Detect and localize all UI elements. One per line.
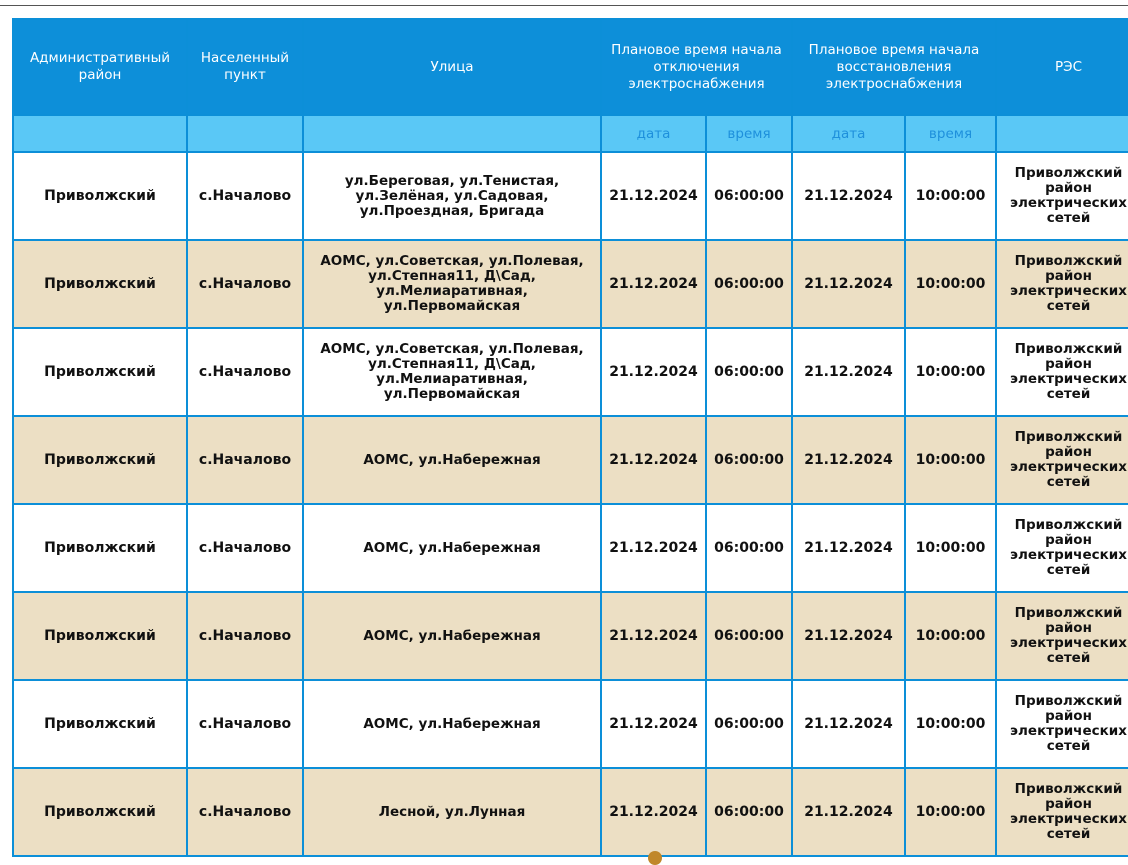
cell-restore-time: 10:00:00 [905,328,996,416]
table-row [13,768,1128,856]
cell-res: Приволжский район электрических сетей [996,504,1128,592]
cell-res: Приволжский район электрических сетей [996,152,1128,240]
header-res: РЭС [996,19,1128,115]
cell-street: ул.Береговая, ул.Тенистая, ул.Зелёная, ул.Садовая, ул.Проездная, Бригада [303,152,601,240]
cell-restore-date: 21.12.2024 [792,768,905,856]
subheader-date-outage: дата [601,115,706,152]
table-row [13,680,1128,768]
table-row [13,416,1128,504]
subheader-row [13,115,1128,152]
cell-locality: с.Началово [187,504,303,592]
header-district: Административный район [13,19,187,115]
table-header [13,19,1128,152]
subheader-time-outage: время [706,115,792,152]
cell-restore-date: 21.12.2024 [792,240,905,328]
cell-restore-time: 10:00:00 [905,240,996,328]
subheader-time-restore: время [905,115,996,152]
cell-district: Приволжский [13,328,187,416]
cell-outage-time: 06:00:00 [706,592,792,680]
cell-restore-date: 21.12.2024 [792,416,905,504]
cell-res: Приволжский район электрических сетей [996,240,1128,328]
header-row [13,19,1128,115]
cell-outage-date: 21.12.2024 [601,680,706,768]
header-street: Улица [303,19,601,115]
cell-district: Приволжский [13,416,187,504]
subheader-empty [187,115,303,152]
scroll-marker-dot [648,851,662,865]
table-row [13,152,1128,240]
cell-district: Приволжский [13,680,187,768]
header-outage-start: Плановое время начала отключения электроснабжения [601,19,792,115]
cell-restore-date: 21.12.2024 [792,152,905,240]
table-row [13,504,1128,592]
cell-locality: с.Началово [187,416,303,504]
cell-restore-time: 10:00:00 [905,592,996,680]
cell-outage-date: 21.12.2024 [601,328,706,416]
header-locality: Населенный пункт [187,19,303,115]
cell-outage-time: 06:00:00 [706,152,792,240]
table-row [13,592,1128,680]
outage-schedule-table [12,18,1128,857]
cell-outage-date: 21.12.2024 [601,592,706,680]
cell-outage-date: 21.12.2024 [601,416,706,504]
cell-res: Приволжский район электрических сетей [996,592,1128,680]
cell-street: АОМС, ул.Советская, ул.Полевая, ул.Степная11, Д\Сад, ул.Мелиаративная, ул.Первомайская [303,328,601,416]
cell-locality: с.Началово [187,240,303,328]
subheader-empty [303,115,601,152]
header-restore-start: Плановое время начала восстановления электроснабжения [792,19,996,115]
cell-restore-time: 10:00:00 [905,504,996,592]
cell-locality: с.Началово [187,328,303,416]
cell-restore-time: 10:00:00 [905,680,996,768]
cell-street: АОМС, ул.Набережная [303,416,601,504]
cell-res: Приволжский район электрических сетей [996,680,1128,768]
cell-restore-time: 10:00:00 [905,768,996,856]
cell-outage-date: 21.12.2024 [601,768,706,856]
cell-res: Приволжский район электрических сетей [996,768,1128,856]
cell-locality: с.Началово [187,592,303,680]
cell-locality: с.Началово [187,768,303,856]
cell-outage-date: 21.12.2024 [601,504,706,592]
cell-district: Приволжский [13,152,187,240]
cell-outage-time: 06:00:00 [706,240,792,328]
cell-res: Приволжский район электрических сетей [996,328,1128,416]
cell-street: АОМС, ул.Советская, ул.Полевая, ул.Степная11, Д\Сад, ул.Мелиаративная, ул.Первомайская [303,240,601,328]
subheader-empty [13,115,187,152]
cell-outage-date: 21.12.2024 [601,152,706,240]
table-row [13,328,1128,416]
cell-restore-date: 21.12.2024 [792,680,905,768]
cell-district: Приволжский [13,504,187,592]
cell-restore-date: 21.12.2024 [792,504,905,592]
table-row [13,240,1128,328]
cell-restore-date: 21.12.2024 [792,328,905,416]
cell-outage-time: 06:00:00 [706,768,792,856]
cell-street: АОМС, ул.Набережная [303,680,601,768]
cell-street: Лесной, ул.Лунная [303,768,601,856]
cell-outage-date: 21.12.2024 [601,240,706,328]
cell-district: Приволжский [13,240,187,328]
cell-outage-time: 06:00:00 [706,328,792,416]
cell-street: АОМС, ул.Набережная [303,592,601,680]
cell-restore-date: 21.12.2024 [792,592,905,680]
table-body [13,152,1128,856]
cell-district: Приволжский [13,592,187,680]
cell-locality: с.Началово [187,680,303,768]
cell-restore-time: 10:00:00 [905,152,996,240]
cell-street: АОМС, ул.Набережная [303,504,601,592]
subheader-empty [996,115,1128,152]
cell-outage-time: 06:00:00 [706,680,792,768]
cell-district: Приволжский [13,768,187,856]
cell-locality: с.Началово [187,152,303,240]
cell-outage-time: 06:00:00 [706,416,792,504]
subheader-date-restore: дата [792,115,905,152]
cell-outage-time: 06:00:00 [706,504,792,592]
cell-res: Приволжский район электрических сетей [996,416,1128,504]
top-divider [0,5,1128,6]
cell-restore-time: 10:00:00 [905,416,996,504]
